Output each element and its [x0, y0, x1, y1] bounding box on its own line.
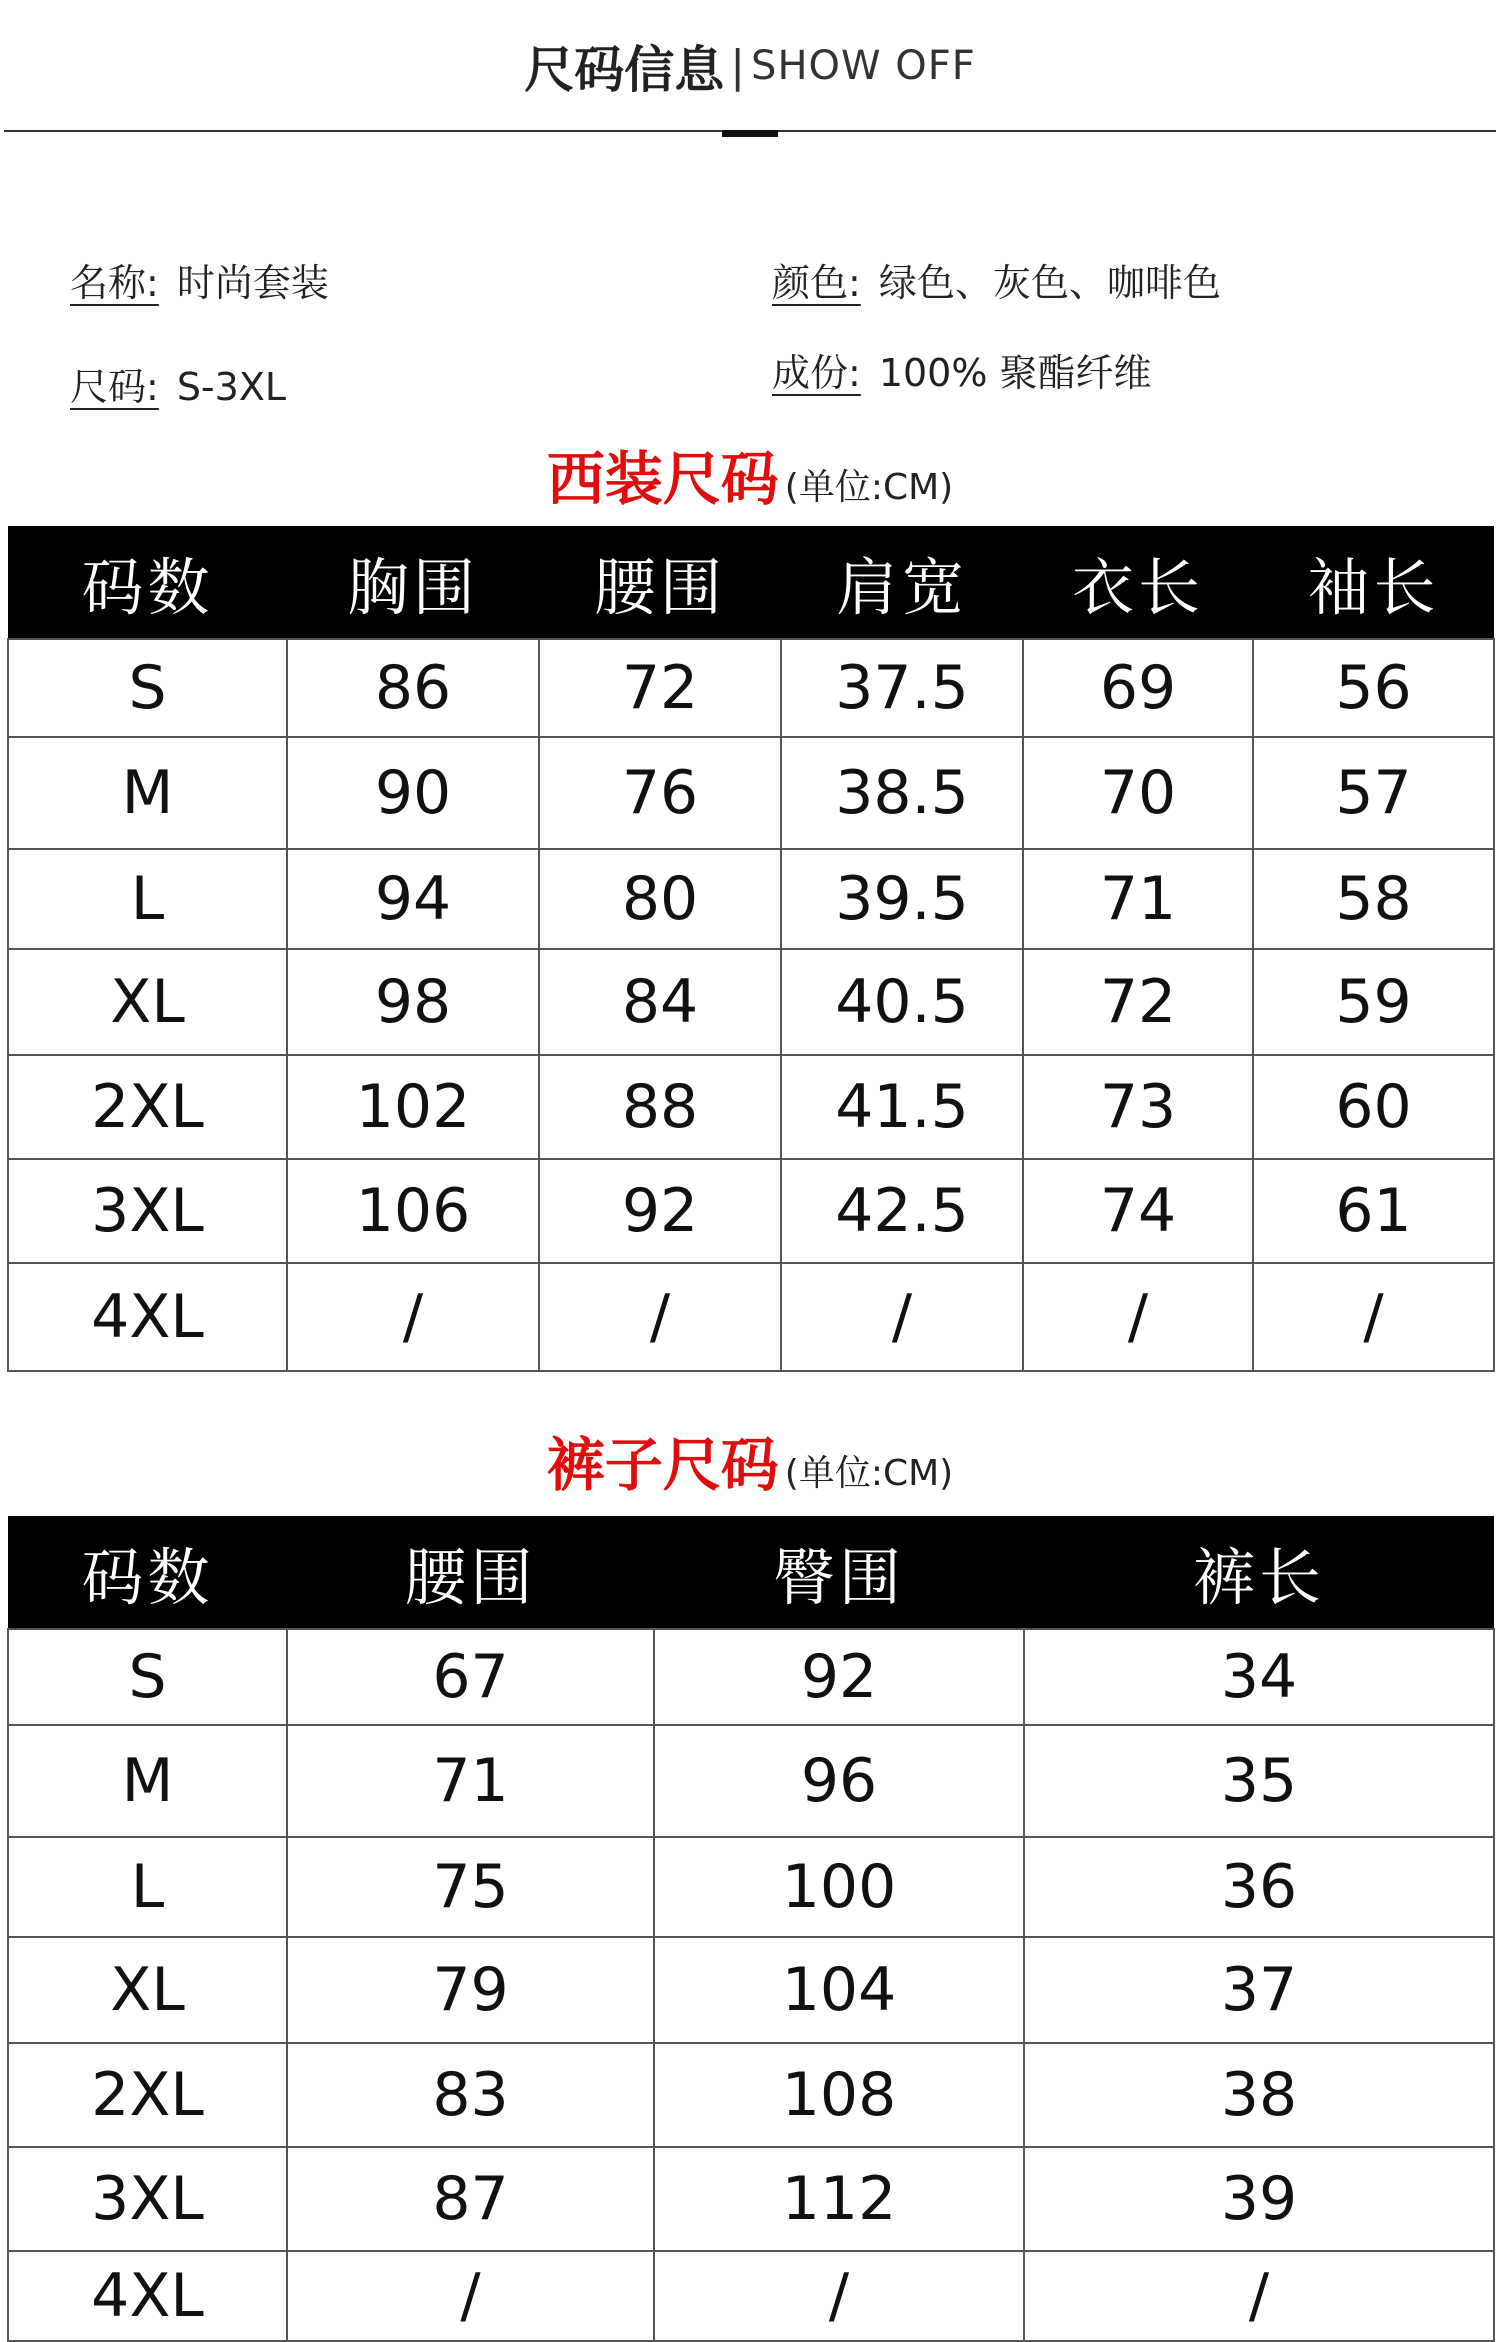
table-cell: / [539, 1263, 781, 1371]
pants-size-table [7, 1516, 1495, 2342]
size-value: S-3XL [176, 365, 287, 409]
table-cell: 39.5 [781, 849, 1023, 949]
header-title-cn: 尺码信息 [524, 41, 725, 99]
suit-title: 西装尺码 [546, 445, 779, 513]
info-name [70, 252, 329, 307]
table-cell: S [8, 639, 287, 737]
info-size [70, 356, 286, 411]
table-cell: L [8, 849, 287, 949]
material-label: 成份: [772, 351, 861, 395]
table-cell: 88 [539, 1055, 781, 1159]
size-label: 尺码: [70, 365, 159, 409]
table-row [8, 1725, 1494, 1837]
table-cell: 83 [287, 2043, 654, 2147]
table-cell: 39 [1024, 2147, 1494, 2251]
table-cell: 72 [1023, 949, 1253, 1055]
table-row [8, 1263, 1494, 1371]
table-cell: 4XL [8, 2251, 287, 2341]
table-cell: / [1023, 1263, 1253, 1371]
pants-section-title [0, 1418, 1500, 1502]
header-title [0, 30, 1500, 102]
material-value: 100% 聚酯纤维 [878, 351, 1152, 395]
info-material [772, 342, 1152, 397]
suit-size-table [7, 526, 1495, 1372]
table-cell: 59 [1253, 949, 1494, 1055]
table-cell: 90 [287, 737, 539, 849]
table-cell: 76 [539, 737, 781, 849]
table-cell: 98 [287, 949, 539, 1055]
table-cell: / [1024, 2251, 1494, 2341]
table-cell: 104 [654, 1937, 1024, 2043]
table-row [8, 2251, 1494, 2341]
table-cell: 36 [1024, 1837, 1494, 1937]
table-cell: 84 [539, 949, 781, 1055]
table-cell: 3XL [8, 1159, 287, 1263]
table-cell: 74 [1023, 1159, 1253, 1263]
table-cell: / [287, 2251, 654, 2341]
table-cell: 57 [1253, 737, 1494, 849]
table-cell: 42.5 [781, 1159, 1023, 1263]
table-cell: 112 [654, 2147, 1024, 2251]
suit-header-chest: 胸围 [287, 526, 539, 639]
suit-header-row [8, 526, 1494, 639]
table-row [8, 849, 1494, 949]
table-row [8, 1937, 1494, 2043]
table-row [8, 2043, 1494, 2147]
table-cell: 100 [654, 1837, 1024, 1937]
suit-header-sleeve: 袖长 [1253, 526, 1494, 639]
table-cell: 67 [287, 1629, 654, 1725]
table-cell: 106 [287, 1159, 539, 1263]
table-cell: 69 [1023, 639, 1253, 737]
header-title-en: SHOW OFF [751, 43, 976, 89]
table-cell: 37 [1024, 1937, 1494, 2043]
suit-section-title [0, 432, 1500, 516]
suit-header-waist: 腰围 [539, 526, 781, 639]
table-cell: 96 [654, 1725, 1024, 1837]
table-cell: 35 [1024, 1725, 1494, 1837]
table-cell: / [781, 1263, 1023, 1371]
table-cell: 3XL [8, 2147, 287, 2251]
pants-title: 裤子尺码 [546, 1431, 779, 1499]
pants-header-row [8, 1516, 1494, 1629]
suit-header-size: 码数 [8, 526, 287, 639]
table-row [8, 737, 1494, 849]
name-label: 名称: [70, 261, 159, 305]
table-cell: / [287, 1263, 539, 1371]
table-cell: 102 [287, 1055, 539, 1159]
table-cell: 60 [1253, 1055, 1494, 1159]
suit-unit: (单位:CM) [784, 467, 954, 508]
color-label: 颜色: [772, 261, 861, 305]
table-cell: 34 [1024, 1629, 1494, 1725]
table-cell: L [8, 1837, 287, 1937]
table-cell: 71 [1023, 849, 1253, 949]
table-row [8, 639, 1494, 737]
table-cell: 75 [287, 1837, 654, 1937]
table-cell: 38.5 [781, 737, 1023, 849]
table-cell: 108 [654, 2043, 1024, 2147]
table-cell: 94 [287, 849, 539, 949]
table-row [8, 1055, 1494, 1159]
table-cell: S [8, 1629, 287, 1725]
header-divider-accent [722, 130, 778, 137]
table-cell: 73 [1023, 1055, 1253, 1159]
table-cell: XL [8, 949, 287, 1055]
table-cell: 38 [1024, 2043, 1494, 2147]
table-cell: M [8, 1725, 287, 1837]
name-value: 时尚套装 [176, 261, 329, 305]
info-color [772, 252, 1221, 307]
table-cell: 2XL [8, 1055, 287, 1159]
table-cell: 70 [1023, 737, 1253, 849]
suit-header-shoulder: 肩宽 [781, 526, 1023, 639]
color-value: 绿色、灰色、咖啡色 [878, 261, 1221, 305]
table-cell: 86 [287, 639, 539, 737]
table-cell: 40.5 [781, 949, 1023, 1055]
table-row [8, 2147, 1494, 2251]
table-cell: 79 [287, 1937, 654, 2043]
pants-unit: (单位:CM) [784, 1453, 954, 1494]
table-cell: 37.5 [781, 639, 1023, 737]
page-header [0, 0, 1500, 140]
table-cell: 92 [539, 1159, 781, 1263]
table-cell: 71 [287, 1725, 654, 1837]
table-cell: 4XL [8, 1263, 287, 1371]
table-cell: 56 [1253, 639, 1494, 737]
pants-header-size: 码数 [8, 1516, 287, 1629]
pants-header-waist: 腰围 [287, 1516, 654, 1629]
pants-header-hip: 臀围 [654, 1516, 1024, 1629]
table-cell: 58 [1253, 849, 1494, 949]
table-cell: / [654, 2251, 1024, 2341]
table-cell: 72 [539, 639, 781, 737]
table-cell: 2XL [8, 2043, 287, 2147]
table-cell: / [1253, 1263, 1494, 1371]
table-row [8, 1629, 1494, 1725]
table-cell: 80 [539, 849, 781, 949]
pants-header-length: 裤长 [1024, 1516, 1494, 1629]
table-row [8, 1837, 1494, 1937]
table-cell: M [8, 737, 287, 849]
table-row [8, 1159, 1494, 1263]
table-row [8, 949, 1494, 1055]
table-cell: 61 [1253, 1159, 1494, 1263]
suit-header-length: 衣长 [1023, 526, 1253, 639]
table-cell: 92 [654, 1629, 1024, 1725]
table-cell: XL [8, 1937, 287, 2043]
table-cell: 87 [287, 2147, 654, 2251]
header-separator: | [730, 40, 746, 92]
table-cell: 41.5 [781, 1055, 1023, 1159]
